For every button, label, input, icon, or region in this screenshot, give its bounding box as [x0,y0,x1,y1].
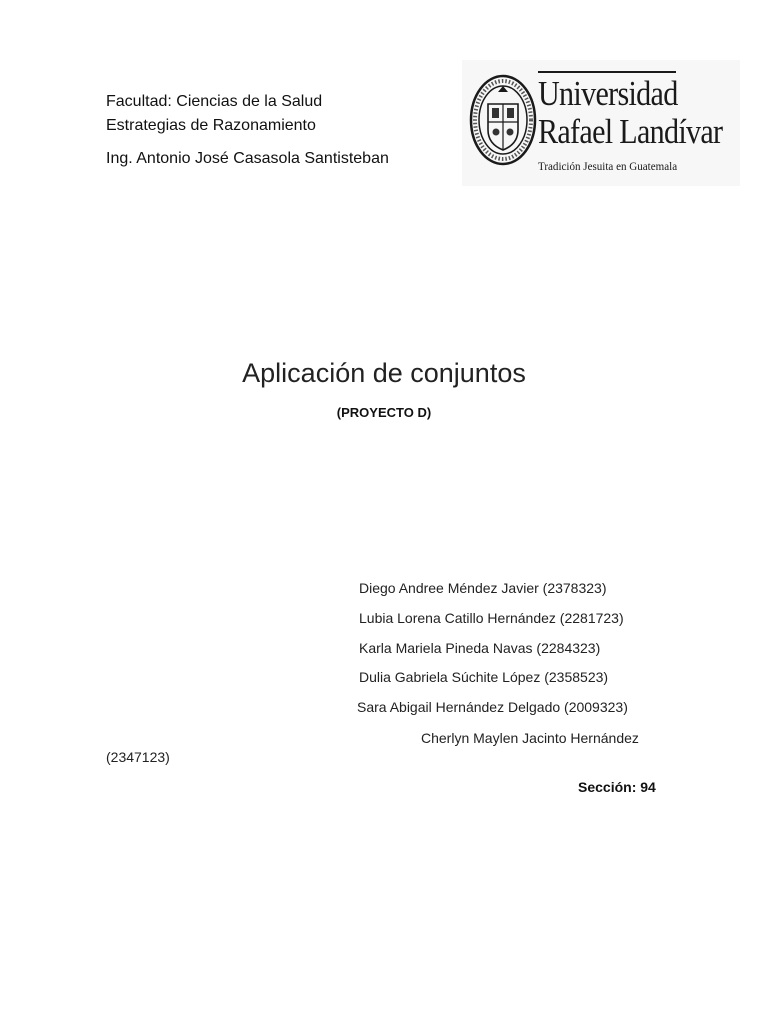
university-seal-icon [468,70,538,170]
course-line: Estrategias de Razonamiento [106,117,316,134]
university-logo [462,60,740,186]
section-label: Sección: 94 [578,779,656,795]
member-name: Dulia Gabriela Súchite López (2358523) [359,669,609,685]
member-id: (2347123) [106,749,170,765]
document-title: Aplicación de conjuntos [242,358,526,388]
member-name: Karla Mariela Pineda Navas (2284323) [359,640,601,656]
project-label: (PROYECTO D) [336,405,432,420]
faculty-line: Facultad: Ciencias de la Salud [106,93,323,110]
logo-rule [538,71,676,73]
member-name: Sara Abigail Hernández Delgado (2009323) [357,699,628,715]
logo-tagline: Tradición Jesuita en Guatemala [538,159,678,173]
member-name: Lubia Lorena Catillo Hernández (2281723) [359,610,624,626]
teacher-line: Ing. Antonio José Casasola Santisteban [106,150,389,167]
logo-name-line2: Rafael Landívar [538,112,723,151]
logo-name-line1: Universidad [538,74,678,113]
member-name: Cherlyn Maylen Jacinto Hernández [421,730,639,746]
member-name: Diego Andree Méndez Javier (2378323) [359,580,607,596]
